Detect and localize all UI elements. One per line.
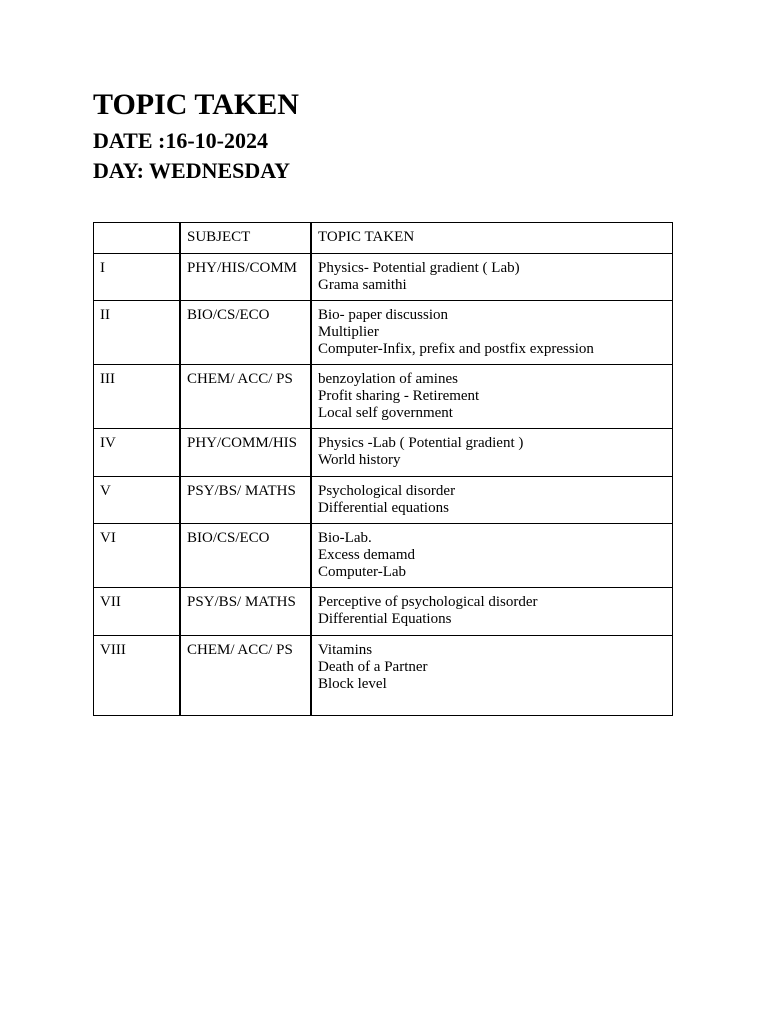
subject-cell: PHY/COMM/HIS	[180, 429, 311, 477]
period-cell: III	[94, 365, 181, 429]
date-line: DATE :16-10-2024	[93, 128, 268, 153]
topic-line: Differential Equations	[318, 611, 452, 627]
topic-cell	[311, 254, 673, 301]
topic-line: Profit sharing - Retirement	[318, 388, 480, 404]
topic-line: Differential equations	[318, 500, 449, 516]
topic-line: Grama samithi	[318, 277, 407, 293]
header-cell-topic: TOPIC TAKEN	[311, 223, 673, 254]
topic-line: Physics- Potential gradient ( Lab)	[318, 260, 520, 276]
table-row	[94, 429, 673, 477]
header-cell-period	[94, 223, 181, 254]
topic-cell	[311, 477, 673, 524]
topic-line: Bio-Lab.	[318, 530, 372, 546]
subject-cell: CHEM/ ACC/ PS	[180, 365, 311, 429]
period-cell: VII	[94, 588, 181, 636]
table-row	[94, 588, 673, 636]
topic-line: Vitamins	[318, 642, 373, 658]
table-row	[94, 636, 673, 716]
topic-cell	[311, 524, 673, 588]
period-cell: VI	[94, 524, 181, 588]
period-cell: VIII	[94, 636, 181, 716]
period-cell: IV	[94, 429, 181, 477]
topic-line: Psychological disorder	[318, 483, 456, 499]
subject-cell: PSY/BS/ MATHS	[180, 477, 311, 524]
topic-line: Block level	[318, 676, 387, 692]
table-row	[94, 524, 673, 588]
period-cell: V	[94, 477, 181, 524]
topic-line: Local self government	[318, 405, 453, 421]
subject-cell: PSY/BS/ MATHS	[180, 588, 311, 636]
topic-cell	[311, 588, 673, 636]
topic-line: benzoylation of amines	[318, 371, 458, 387]
topic-line: Computer-Lab	[318, 564, 407, 580]
period-cell: II	[94, 301, 181, 365]
page-title: TOPIC TAKEN	[93, 88, 299, 121]
subject-cell: BIO/CS/ECO	[180, 301, 311, 365]
topic-line: Multiplier	[318, 324, 379, 340]
subject-cell: BIO/CS/ECO	[180, 524, 311, 588]
header-cell-subject: SUBJECT	[180, 223, 311, 254]
topic-table	[93, 222, 673, 716]
table-header-row	[94, 223, 673, 254]
topic-line: Excess demamd	[318, 547, 416, 563]
table-row	[94, 365, 673, 429]
table-row	[94, 301, 673, 365]
day-line: DAY: WEDNESDAY	[93, 158, 291, 183]
topic-cell	[311, 429, 673, 477]
topic-line: World history	[318, 452, 401, 468]
table-body	[94, 223, 673, 716]
topic-cell	[311, 301, 673, 365]
page-header	[93, 86, 299, 186]
subject-cell: PHY/HIS/COMM	[180, 254, 311, 301]
topic-line: Computer-Infix, prefix and postfix expression	[318, 341, 594, 357]
subject-cell: CHEM/ ACC/ PS	[180, 636, 311, 716]
topic-cell	[311, 636, 673, 716]
topic-line: Bio- paper discussion	[318, 307, 448, 323]
topic-cell	[311, 365, 673, 429]
topic-line: Perceptive of psychological disorder	[318, 594, 538, 610]
topic-line: Death of a Partner	[318, 659, 428, 675]
period-cell: I	[94, 254, 181, 301]
topic-line: Physics -Lab ( Potential gradient )	[318, 435, 524, 451]
table-row	[94, 254, 673, 301]
table-row	[94, 477, 673, 524]
